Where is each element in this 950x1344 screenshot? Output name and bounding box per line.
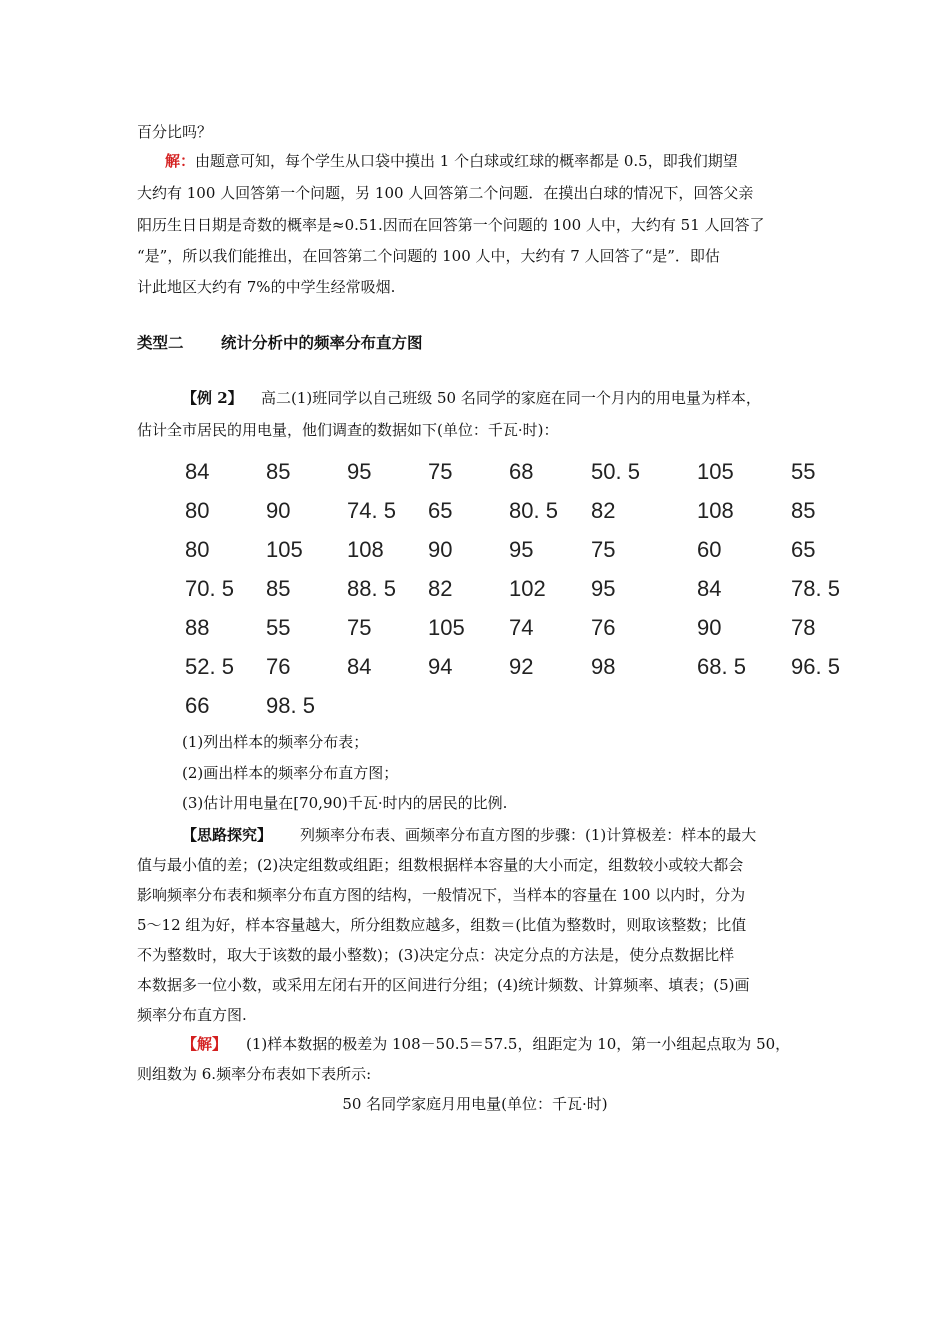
question-2: (2)画出样本的频率分布直方图； (182, 764, 399, 782)
example-text1: 高二(1)班同学以自己班级 50 名同学的家庭在同一个月内的用电量为样本， (261, 389, 761, 407)
data-value: 96. 5 (791, 654, 840, 679)
solution2-label: 【解】 (182, 1035, 228, 1053)
solution2-text1: (1)样本数据的极差为 108－50.5＝57.5，组距定为 10，第一小组起点取为 50， (246, 1035, 791, 1053)
data-value: 85 (791, 498, 816, 523)
data-value: 84 (697, 576, 722, 601)
thinking-line5: 不为整数时，取大于该数的最小整数)；(3)决定分点：决定分点的方法是，使分点数据比样 (137, 946, 735, 964)
example-line2: 估计全市居民的用电量，他们调查的数据如下(单位：千瓦·时)： (137, 421, 559, 439)
thinking-label: 【思路探究】 (182, 826, 273, 844)
data-value: 75 (591, 537, 616, 562)
data-value: 85 (266, 459, 291, 484)
data-value: 108 (347, 537, 384, 562)
data-value: 75 (428, 459, 453, 484)
data-value: 98 (591, 654, 616, 679)
data-value: 88. 5 (347, 576, 396, 601)
data-value: 55 (266, 615, 291, 640)
example-label: 【例 2】 (182, 389, 243, 407)
data-value: 95 (347, 459, 372, 484)
data-value: 78. 5 (791, 576, 840, 601)
data-value: 98. 5 (266, 693, 315, 718)
intro-tail: 百分比吗？ (137, 123, 213, 141)
data-value: 102 (509, 576, 546, 601)
data-value: 105 (266, 537, 303, 562)
section-title: 统计分析中的频率分布直方图 (221, 334, 423, 352)
data-value: 80 (185, 537, 210, 562)
solution1-line3: 阳历生日日期是奇数的概率是≈0.51.因而在回答第一个问题的 100 人中，大约有 51 人回答了 (137, 216, 765, 234)
thinking-line3: 影响频率分布表和频率分布直方图的结构，一般情况下，当样本的容量在 100 以内时，分为 (137, 886, 746, 904)
data-value: 60 (697, 537, 722, 562)
thinking-text1: 列频率分布表、画频率分布直方图的步骤：(1)计算极差：样本的最大 (300, 826, 757, 844)
data-value: 105 (428, 615, 465, 640)
data-value: 84 (185, 459, 210, 484)
data-value: 50. 5 (591, 459, 640, 484)
thinking-line1 (182, 825, 756, 845)
data-value: 80 (185, 498, 210, 523)
data-value: 90 (428, 537, 453, 562)
data-value: 76 (591, 615, 616, 640)
thinking-line6: 本数据多一位小数，或采用左闭右开的区间进行分组；(4)统计频数、计算频率、填表；(5)画 (137, 976, 750, 994)
solution1-line2: 大约有 100 人回答第一个问题，另 100 人回答第二个问题．在摸出白球的情况下，回答父亲 (137, 184, 754, 202)
data-value: 68. 5 (697, 654, 746, 679)
data-value: 70. 5 (185, 576, 234, 601)
data-value: 74 (509, 615, 534, 640)
data-value: 108 (697, 498, 734, 523)
data-value: 65 (791, 537, 816, 562)
solution2-line2: 则组数为 6.频率分布表如下表所示: (137, 1065, 372, 1083)
question-3: (3)估计用电量在[70,90)千瓦·时内的居民的比例. (182, 794, 508, 812)
data-value: 94 (428, 654, 453, 679)
data-value: 52. 5 (185, 654, 234, 679)
data-value: 85 (266, 576, 291, 601)
data-value: 55 (791, 459, 816, 484)
solution1-line4: “是”，所以我们能推出，在回答第二个问题的 100 人中，大约有 7 人回答了“是”．即估 (137, 247, 720, 265)
thinking-line7: 频率分布直方图. (137, 1006, 247, 1024)
data-value: 74. 5 (347, 498, 396, 523)
data-value: 92 (509, 654, 534, 679)
solution1-text1: 由题意可知，每个学生从口袋中摸出 1 个白球或红球的概率都是 0.5，即我们期望 (195, 152, 738, 170)
data-value: 75 (347, 615, 372, 640)
data-value: 90 (697, 615, 722, 640)
table-caption: 50 名同学家庭月用电量(单位：千瓦·时) (342, 1095, 608, 1113)
data-value: 65 (428, 498, 453, 523)
data-value: 95 (591, 576, 616, 601)
solution-label: 解： (165, 152, 196, 170)
data-value: 68 (509, 459, 534, 484)
thinking-line4: 5～12 组为好，样本容量越大，所分组数应越多，组数＝(比值为整数时，则取该整数；比值 (137, 916, 747, 934)
solution1-line1 (165, 151, 738, 171)
data-value: 90 (266, 498, 291, 523)
example-line1 (182, 388, 761, 408)
data-value: 78 (791, 615, 816, 640)
question-1: (1)列出样本的频率分布表； (182, 733, 369, 751)
data-value: 66 (185, 693, 210, 718)
data-value: 95 (509, 537, 534, 562)
data-value: 105 (697, 459, 734, 484)
section-number: 类型二 (137, 334, 184, 352)
data-value: 84 (347, 654, 372, 679)
data-value: 76 (266, 654, 291, 679)
data-value: 80. 5 (509, 498, 558, 523)
data-value: 82 (591, 498, 616, 523)
data-value: 82 (428, 576, 453, 601)
data-value: 88 (185, 615, 210, 640)
solution1-line5: 计此地区大约有 7%的中学生经常吸烟. (137, 278, 396, 296)
solution2-line1 (182, 1034, 790, 1054)
section-heading (137, 331, 423, 353)
thinking-line2: 值与最小值的差；(2)决定组数或组距；组数根据样本容量的大小而定，组数较小或较大都会 (137, 856, 744, 874)
